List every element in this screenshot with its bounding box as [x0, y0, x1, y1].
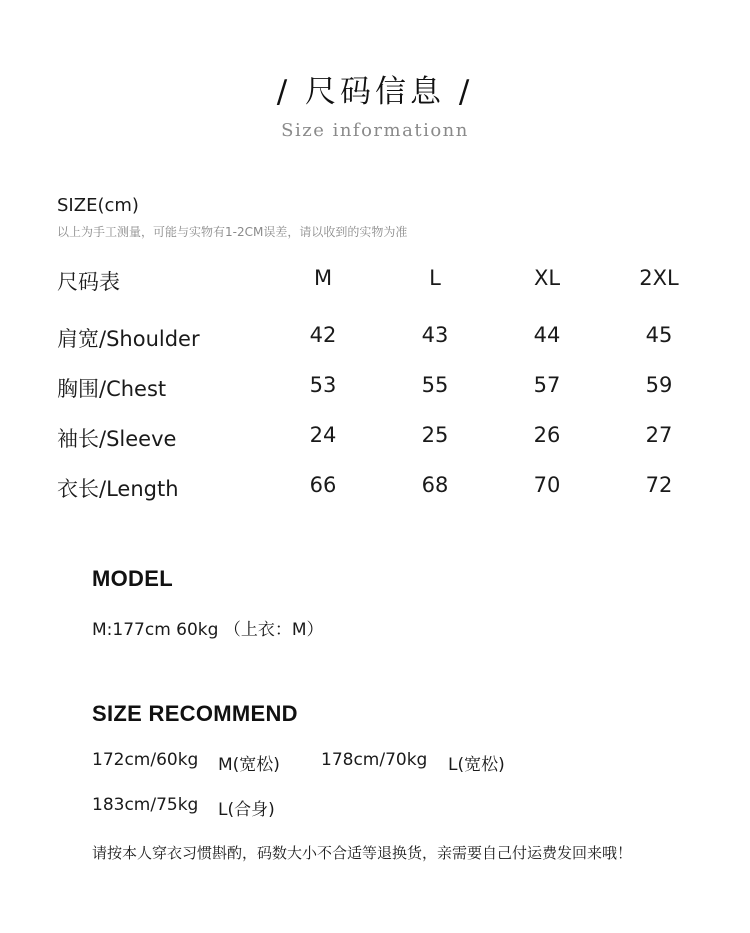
row-label-chest: 胸围/Chest: [57, 377, 167, 401]
row-label-sleeve: 袖长/Sleeve: [57, 427, 177, 451]
table-cell: 55: [421, 373, 449, 397]
table-cell: 59: [645, 373, 673, 397]
table-cell: 57: [533, 373, 561, 397]
table-cell: 68: [421, 473, 449, 497]
table-corner-label: 尺码表: [57, 270, 120, 294]
model-heading: MODEL: [92, 566, 173, 591]
table-cell: 70: [533, 473, 561, 497]
recommend-body-1: 172cm/60kg: [92, 750, 199, 770]
row-label-length: 衣长/Length: [57, 477, 179, 501]
measurement-note: 以上为手工测量，可能与实物有1-2CM误差，请以收到的实物为准: [57, 225, 408, 239]
table-row: [0, 373, 750, 403]
table-row: [0, 473, 750, 503]
table-cell: 45: [645, 323, 673, 347]
column-header-xl: XL: [533, 266, 561, 290]
table-row: [0, 323, 750, 353]
table-cell: 26: [533, 423, 561, 447]
recommend-size-3: L(合身): [218, 800, 275, 820]
table-cell: 53: [309, 373, 337, 397]
table-cell: 44: [533, 323, 561, 347]
recommend-body-3: 183cm/75kg: [92, 795, 199, 815]
table-cell: 27: [645, 423, 673, 447]
table-row: [0, 423, 750, 453]
table-cell: 25: [421, 423, 449, 447]
size-unit-label: SIZE(cm): [57, 195, 139, 216]
return-policy-note: 请按本人穿衣习惯斟酌，码数大小不合适等退换货，亲需要自己付运费发回来哦！: [92, 844, 633, 862]
page-subtitle: Size informationn: [281, 120, 469, 141]
table-cell: 42: [309, 323, 337, 347]
column-header-2xl: 2XL: [639, 266, 679, 290]
recommend-body-2: 178cm/70kg: [321, 750, 428, 770]
recommend-size-1: M(宽松): [218, 755, 280, 775]
column-header-l: L: [429, 266, 441, 290]
table-cell: 24: [309, 423, 337, 447]
table-cell: 43: [421, 323, 449, 347]
column-header-m: M: [313, 266, 333, 290]
table-cell: 72: [645, 473, 673, 497]
table-header-row: [0, 266, 750, 296]
recommend-size-2: L(宽松): [448, 755, 505, 775]
size-recommend-heading: SIZE RECOMMEND: [92, 701, 298, 726]
model-info: M:177cm 60kg （上衣：M）: [92, 620, 324, 640]
table-cell: 66: [309, 473, 337, 497]
row-label-shoulder: 肩宽/Shoulder: [57, 327, 200, 351]
page-title: / 尺码信息 /: [276, 74, 474, 110]
